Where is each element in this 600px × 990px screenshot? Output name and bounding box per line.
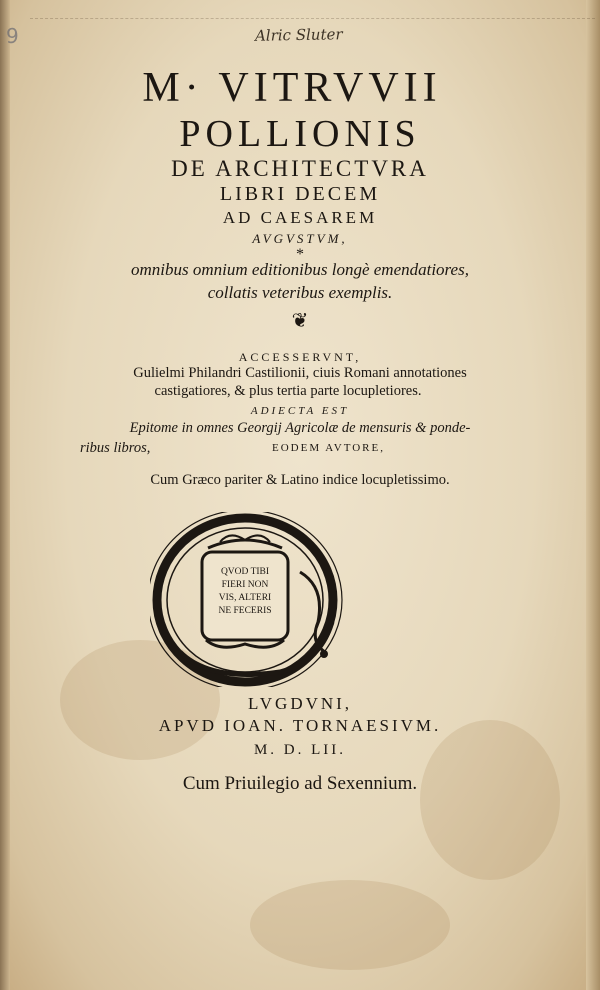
motto-line2: FIERI NON xyxy=(221,580,269,590)
accesserunt-heading: ACCESSERVNT, xyxy=(238,350,362,364)
imprint-printer: APVD IOAN. TORNAESIVM. xyxy=(158,716,442,735)
privilege-line: Cum Priuilegio ad Sexennium. xyxy=(182,773,418,794)
accesserunt-line1: Gulielmi Philandri Castilionii, ciuis Romani annotationes xyxy=(133,365,467,381)
title-pollionis: POLLIONIS xyxy=(179,113,421,155)
asterisk-ornament: * xyxy=(296,246,304,263)
motto-line4: NE FECERIS xyxy=(218,606,272,616)
title-libri-decem: LIBRI DECEM xyxy=(219,183,381,205)
motto-line3: VIS, ALTERI xyxy=(218,593,272,603)
subtitle-line2: collatis veteribus exemplis. xyxy=(207,283,393,302)
fleuron-icon: ❦ xyxy=(291,310,309,332)
title-ad-caesarem: AD CAESAREM xyxy=(222,208,378,227)
accesserunt-line2: castigatiores, & plus tertia parte locupletiores. xyxy=(154,383,422,399)
subtitle-line1: omnibus omnium editionibus longè emendatiores, xyxy=(131,260,469,279)
title-author: M· VITRVVII xyxy=(142,65,442,111)
index-line: Cum Græco pariter & Latino indice locupletissimo. xyxy=(150,472,450,488)
adiecta-line2b: EODEM AVTORE, xyxy=(272,442,385,454)
printers-device xyxy=(150,512,350,687)
owner-signature: Alric Sluter xyxy=(254,25,343,45)
title-de-architectura: DE ARCHITECTVRA xyxy=(171,156,429,181)
adiecta-heading: ADIECTA EST xyxy=(250,405,350,417)
imprint-year: M. D. LII. xyxy=(253,742,347,758)
motto-line1: QVOD TIBI xyxy=(220,567,270,577)
adiecta-line1: Epitome in omnes Georgij Agricolæ de mensuris & ponde- xyxy=(129,420,471,436)
title-augustum: AVGVSTVM, xyxy=(252,231,348,246)
pencil-mark: 9 xyxy=(6,24,19,48)
foxing-stain xyxy=(250,880,450,970)
adiecta-line2a: ribus libros, xyxy=(80,440,151,456)
imprint-city: LVGDVNI, xyxy=(247,694,353,713)
